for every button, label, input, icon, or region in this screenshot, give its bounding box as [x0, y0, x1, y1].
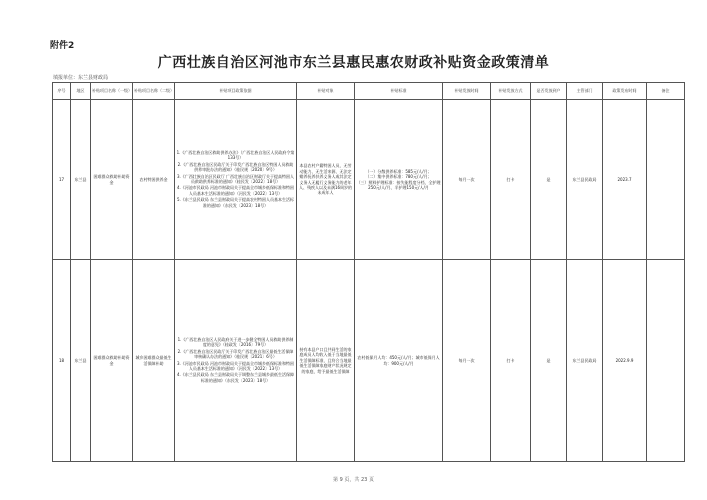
cell-standard: [355, 100, 443, 260]
cell-no: 18: [53, 260, 71, 462]
cell-no: 17: [53, 100, 71, 260]
cell-item1: 困难群众救助补助资金: [91, 100, 133, 260]
basis-line: 2.《广西壮族自治区民政厅关于印发广西壮族自治区特困人员救助供养审批办法的通知》（桂民规〔2020〕9号）: [177, 161, 294, 173]
table-row: [53, 100, 685, 260]
header-cell: 主管部门: [567, 83, 603, 100]
header-cell: 补贴发放时间: [443, 83, 491, 100]
cell-household: 是: [531, 260, 567, 462]
cell-method: 打卡: [491, 100, 531, 260]
header-row: [53, 83, 685, 100]
standard-line: （二）集中供养标准：780元/人/月；: [365, 174, 432, 180]
policy-table: [52, 82, 685, 462]
attachment-label: 附件2: [50, 41, 75, 51]
cell-item2: 农村特困供养金: [133, 100, 175, 260]
cell-region: 东兰县: [71, 100, 91, 260]
table-row: [53, 260, 685, 462]
standard-line: （三）照料护理标准：按失能程度分档，全护理250元/人/月、半护理150元/人/月: [356, 179, 441, 190]
basis-line: 5.《东兰县民政局 东兰县财政局关于提高农村特困人员基本生活标准的通知》（东民发〔2023〕18号）: [176, 197, 295, 208]
header-cell: 补贴项目政策依据: [175, 83, 297, 100]
cell-remark: [647, 260, 685, 462]
cell-remark: [647, 100, 685, 260]
header-cell: 地区: [71, 83, 91, 100]
cell-basis: [175, 100, 297, 260]
cell-method: 打卡: [491, 260, 531, 462]
header-cell: 补贴项目名称（二级）: [133, 83, 175, 100]
cell-dept: 东兰县民政局: [567, 260, 603, 462]
cell-basis: [175, 260, 297, 462]
cell-time: 每月一次: [443, 260, 491, 462]
header-cell: 补贴项目名称（一级）: [91, 83, 133, 100]
page-title: 广西壮族自治区河池市东兰县惠民惠农财政补贴资金政策清单: [157, 55, 550, 71]
standard-line: （一）分散供养标准：585元/人/月；: [365, 168, 432, 174]
cell-household: 是: [531, 100, 567, 260]
header-cell: 补贴标准: [355, 83, 443, 100]
cell-target: 持有本县户口且共同生活的家庭成员人均收入低于当地最低生活保障标准，且符合当地最低生活保障家庭财产状况规定的家庭，给予最低生活保障: [297, 260, 355, 462]
cell-date: 2022.9.9: [603, 260, 647, 462]
header-cell: 序号: [53, 83, 71, 100]
cell-target: 本县农村户籍特困人员，无劳动能力、无生活来源、无法定赡养抚养扶养义务人或其法定义务人无履行义务能力的老年人、残疾人以及未满16周岁的未成年人: [297, 100, 355, 260]
cell-item2: 城乡困难群众最低生活保障补助: [133, 260, 175, 462]
basis-line: 1.《广西壮族自治区人民政府关于进一步健全特困人员救助供养制度的意见》（桂政发〔2016〕79号）: [177, 336, 294, 348]
basis-line: 3.《广西壮族自治区民政厅 广西壮族自治区财政厅关于提高特困人员救助供养标准的通知》（桂民发〔2022〕18号）: [176, 173, 295, 184]
basis-line: 3.《河池市民政局 河池市财政局关于提高全市城乡低保标准和特困人员基本生活标准的通知》（河民发〔2022〕13号）: [176, 360, 295, 371]
header-cell: 补贴对象: [297, 83, 355, 100]
basis-line: 2.《广西壮族自治区民政厅关于印发广西壮族自治区最低生活保障审核确认办法的通知》（桂民规〔2021〕6号）: [177, 348, 294, 360]
cell-item1: 困难群众救助补助资金: [91, 260, 133, 462]
standard-line: 农村低保月人均：450元/人/月；城市低保月人均：900元/人/月: [357, 355, 440, 366]
cell-dept: 东兰县民政局: [567, 100, 603, 260]
basis-line: 1.《广西壮族自治区救助供养办法》（广西壮族自治区人民政府令第133号）: [176, 150, 295, 161]
cell-date: 2023.7: [603, 100, 647, 260]
cell-standard: [355, 260, 443, 462]
page-footer: 第 9 页，共 23 页: [333, 477, 374, 483]
header-cell: 补贴发放方式: [491, 83, 531, 100]
basis-line: 4.《河池市民政局 河池市财政局关于提高全市城乡低保标准和特困人员基本生活标准的通知》（河民发〔2022〕13号）: [176, 185, 295, 196]
header-cell: 备注: [647, 83, 685, 100]
cell-time: 每月一次: [443, 100, 491, 260]
header-cell: 政策发布时间: [603, 83, 647, 100]
basis-line: 4.《东兰县民政局 东兰县财政局关于调整东兰县城乡最低生活保障标准的通知》（东民发〔2023〕18号）: [176, 372, 295, 383]
cell-region: 东兰县: [71, 260, 91, 462]
unit-label: 填报单位：东兰县财政局: [53, 75, 109, 81]
header-cell: 是否发放到户: [531, 83, 567, 100]
